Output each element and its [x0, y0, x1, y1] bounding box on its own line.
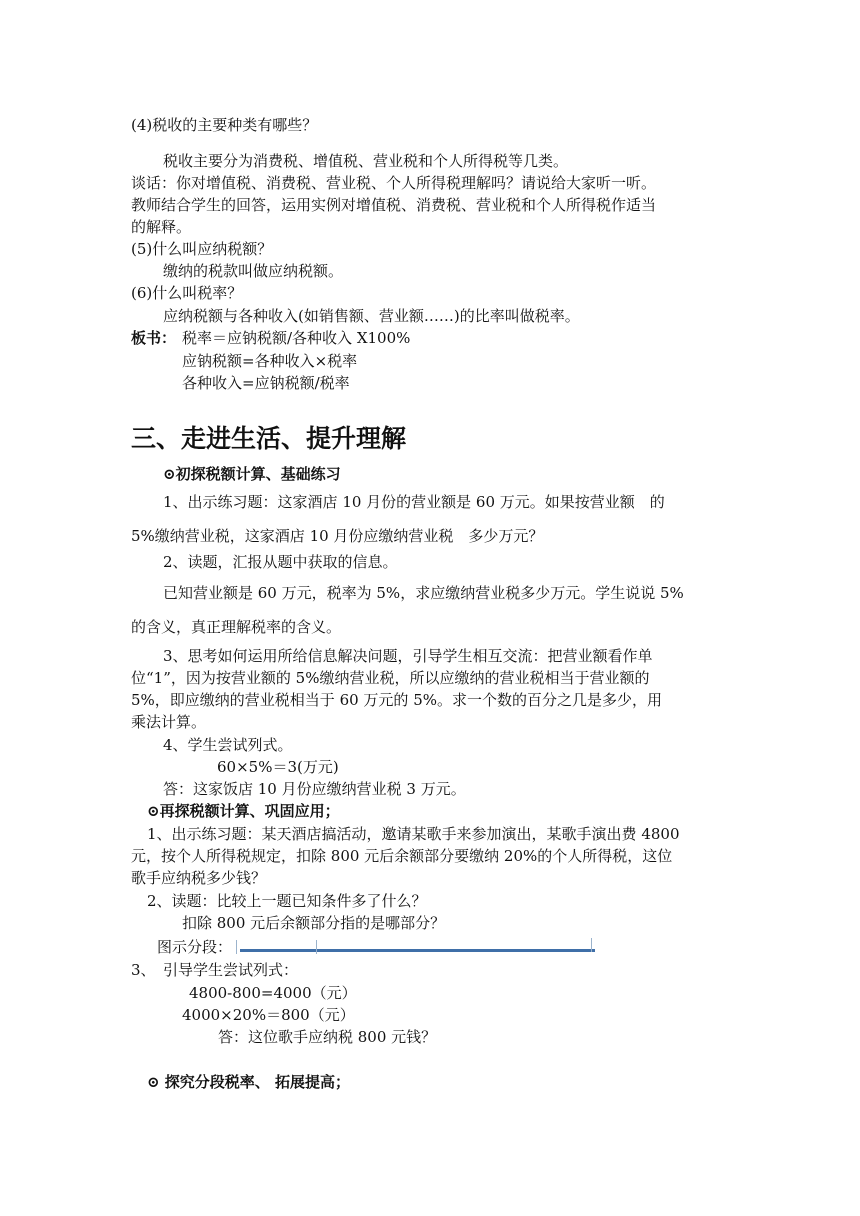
step-4: 4、学生尝试列式。	[163, 736, 293, 754]
q4-heading: (4)税收的主要种类有哪些？	[131, 116, 318, 134]
step-2: 2、读题，汇报从题中获取的信息。	[163, 553, 398, 571]
step-3-line2: 位“1”，因为按营业额的 5%缴纳营业税，所以应缴纳的营业税相当于营业额的	[131, 669, 650, 687]
exercise-1-line1: 1、出示练习题：这家酒店 10 月份的营业额是 60 万元。如果按营业额 的	[163, 493, 665, 511]
board-formula-3: 各种收入=应钠税额/税率	[182, 374, 350, 392]
step-4-answer: 答：这家饭店 10 月份应缴纳营业税 3 万元。	[163, 780, 466, 798]
step-4-formula: 60×5%＝3(万元)	[217, 758, 339, 776]
subsection-1-title: ⊙初探税额计算、基础练习	[163, 465, 341, 483]
q6-heading: (6)什么叫税率？	[131, 284, 243, 302]
q5-heading: (5)什么叫应纳税额？	[131, 240, 273, 258]
segment-tick-end	[591, 938, 592, 952]
board-formula-2: 应钠税额=各种收入×税率	[182, 352, 358, 370]
q4-answer: 税收主要分为消费税、增值税、营业税和个人所得税等几类。	[163, 152, 569, 170]
board-formula-1: 税率＝应钠税额/各种收入 X100%	[182, 329, 411, 347]
exercise-2-line3: 歌手应纳税多少钱？	[131, 869, 267, 887]
segment-tick-start	[236, 940, 237, 954]
exercise-2-line1: 1、出示练习题：某天酒店搞活动，邀请某歌手来参加演出，某歌手演出费 4800	[147, 825, 680, 843]
segment-diagram-line	[240, 949, 595, 952]
step-3-line1: 3、思考如何运用所给信息解决问题，引导学生相互交流：把营业额看作单	[163, 647, 653, 665]
exercise-2-step2: 2、读题：比较上一题已知条件多了什么？	[147, 892, 427, 910]
info-line1: 已知营业额是 60 万元，税率为 5%，求应缴纳营业税多少万元。学生说说 5%	[163, 584, 684, 602]
exercise-2-formula-2: 4000×20%＝800（元）	[182, 1006, 355, 1024]
q4-talk: 谈话：你对增值税、消费税、营业税、个人所得税理解吗？请说给大家听一听。	[131, 174, 657, 192]
step-3-line3: 5%，即应缴纳的营业税相当于 60 万元的 5%。求一个数的百分之几是多少，用	[131, 691, 662, 709]
board-label: 板书：	[131, 329, 177, 347]
exercise-2-step2-question: 扣除 800 元后余额部分指的是哪部分？	[182, 914, 446, 932]
segment-diagram-label: 图示分段：	[157, 938, 233, 956]
q4-teacher-line2: 的解释。	[131, 218, 192, 236]
exercise-2-line2: 元，按个人所得税规定，扣除 800 元后余额部分要缴纳 20%的个人所得税，这位	[131, 847, 673, 865]
exercise-2-answer: 答：这位歌手应纳税 800 元钱？	[218, 1028, 437, 1046]
subsection-3-title: ⊙ 探究分段税率、 拓展提高；	[147, 1073, 351, 1091]
segment-tick-800	[316, 940, 317, 954]
q6-answer: 应纳税额与各种收入(如销售额、营业额……)的比率叫做税率。	[163, 307, 580, 325]
exercise-2-step3: 3、 引导学生尝试列式：	[131, 961, 299, 979]
q5-answer: 缴纳的税款叫做应纳税额。	[163, 262, 344, 280]
step-3-line4: 乘法计算。	[131, 713, 207, 731]
subsection-2-title: ⊙再探税额计算、巩固应用；	[147, 802, 340, 820]
exercise-1-line2: 5%缴纳营业税，这家酒店 10 月份应缴纳营业税 多少万元？	[131, 527, 544, 545]
info-line2: 的含义，真正理解税率的含义。	[131, 618, 342, 636]
q4-teacher-line1: 教师结合学生的回答，运用实例对增值税、消费税、营业税和个人所得税作适当	[131, 196, 657, 214]
exercise-2-formula-1: 4800-800=4000（元）	[189, 984, 357, 1002]
section-3-title: 三、走进生活、提升理解	[131, 424, 407, 453]
